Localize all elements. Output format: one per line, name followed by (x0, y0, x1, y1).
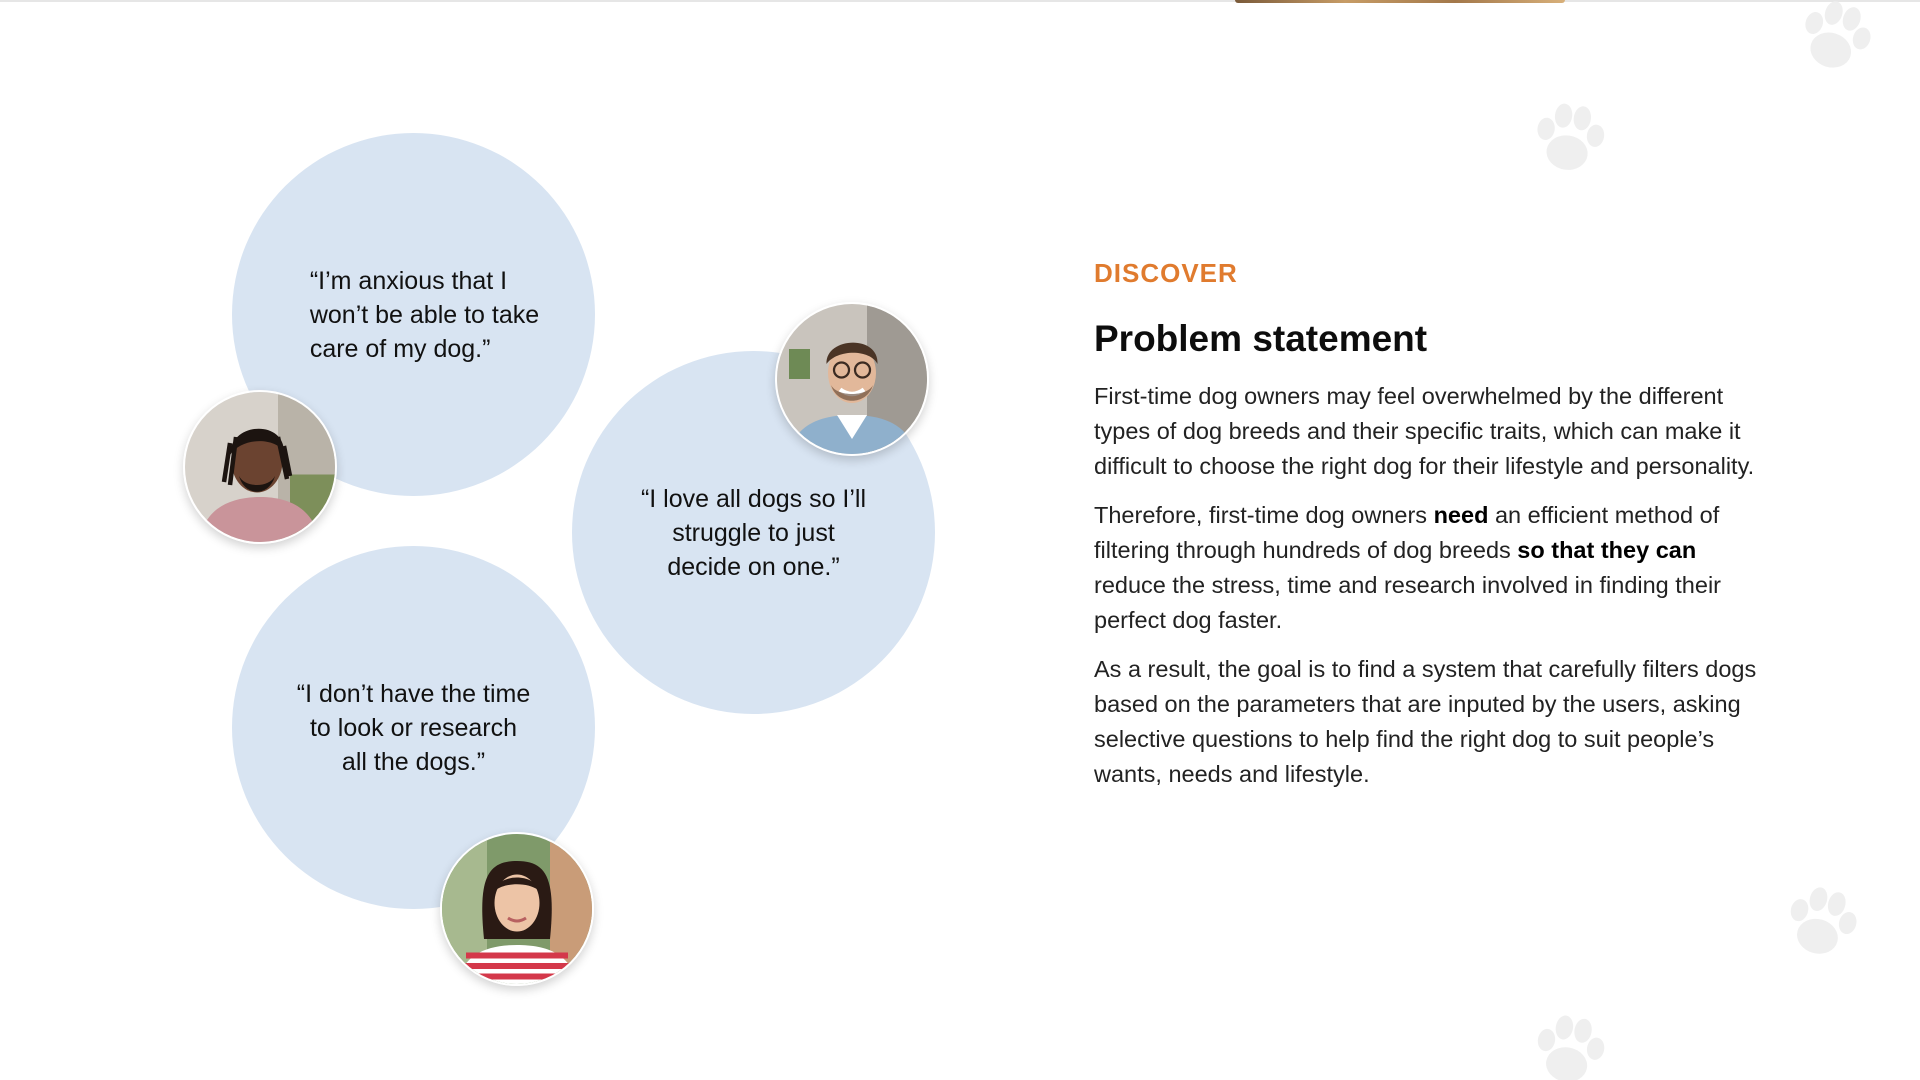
quote-text: “I’m anxious that I won’t be able to take care of my dog.” (309, 266, 540, 363)
quote-text: “I love all dogs so I’ll struggle to just decide on one.” (640, 484, 867, 581)
paw-print-icon (1768, 870, 1873, 975)
emphasis-need: need (1433, 502, 1489, 528)
emphasis-so-that-they-can: so that they can (1517, 537, 1697, 563)
paw-print-icon (1520, 90, 1617, 187)
paw-print-icon (1781, 0, 1889, 91)
paragraph-2-text: reduce the stress, time and research involved in finding their perfect dog faster. (1094, 572, 1721, 633)
quote-text: “I don’t have the time to look or research all the dogs.” (296, 679, 531, 776)
paragraph-2-text: Therefore, first-time dog owners (1094, 502, 1434, 528)
paragraph-2 (1094, 498, 1774, 638)
paragraph-3: As a result, the goal is to find a system that carefully filters dogs based on the parameters that are inputed by the users, asking selective questions to help find the right dog to suit people’s wants, needs and lifestyle. (1094, 656, 1757, 787)
top-divider (0, 0, 1920, 2)
top-photo-edge (1235, 0, 1565, 3)
paragraph-2-text: an efficient method of filtering through hundreds of dog breeds (1094, 502, 1720, 563)
page-title: Problem statement (1094, 318, 1428, 359)
section-eyebrow: DISCOVER (1094, 258, 1238, 288)
avatar (183, 390, 337, 544)
problem-statement-section (1094, 258, 1774, 806)
avatar (775, 302, 929, 456)
avatar (440, 832, 594, 986)
paw-print-icon (1519, 1001, 1619, 1080)
paragraph-1: First-time dog owners may feel overwhelmed by the different types of dog breeds and their specific traits, which can make it difficult to choose the right dog for their lifestyle and personality. (1094, 383, 1755, 479)
